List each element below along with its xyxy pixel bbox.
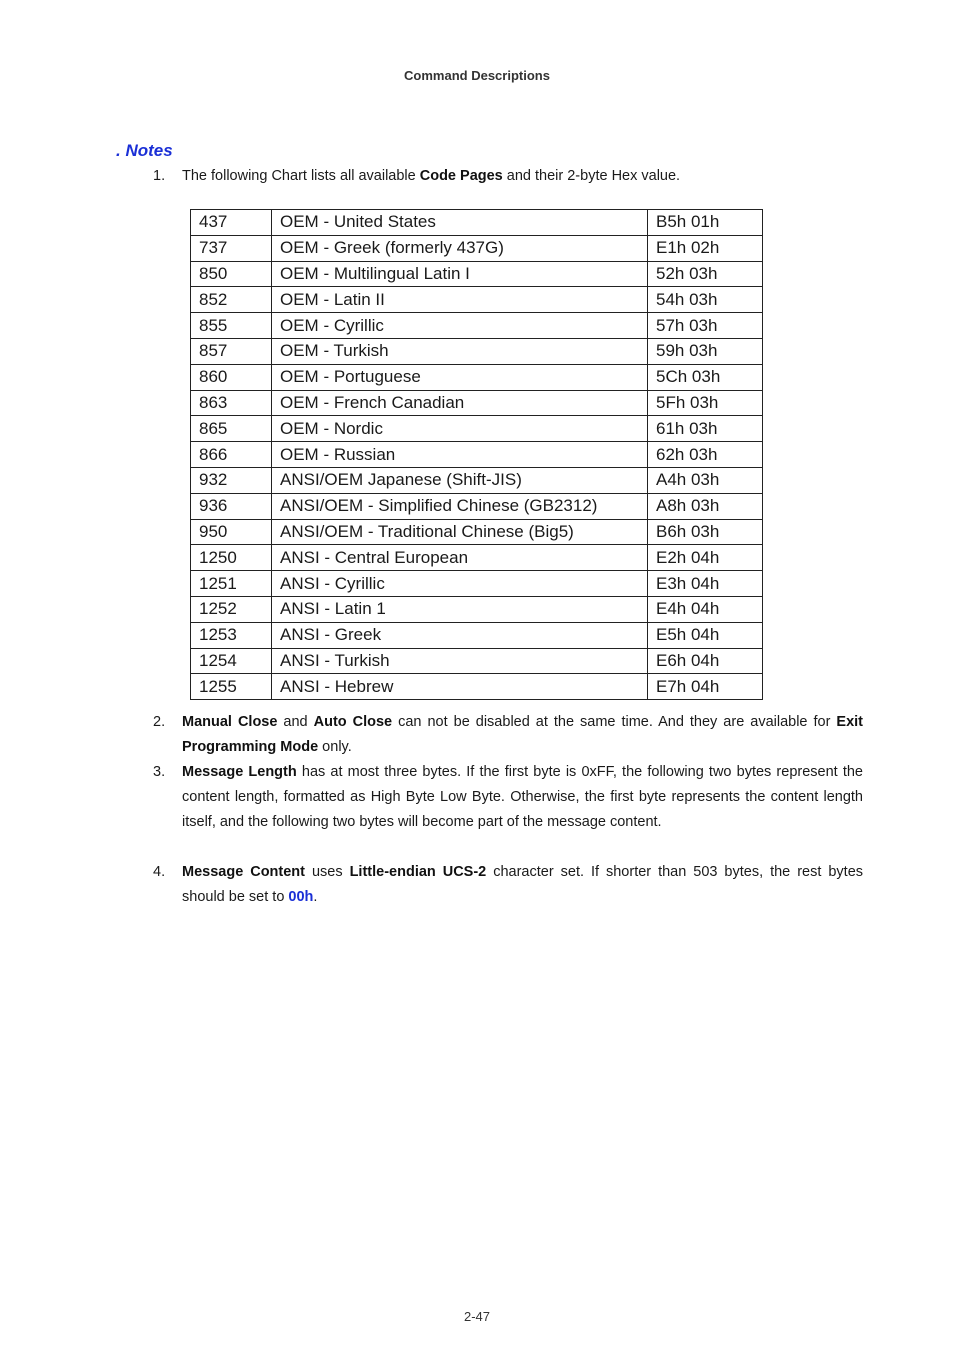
code-page-name: ANSI/OEM - Traditional Chinese (Big5) xyxy=(272,519,648,545)
code-page-name: ANSI - Cyrillic xyxy=(272,571,648,597)
code-page-number: 936 xyxy=(191,493,272,519)
code-page-number: 437 xyxy=(191,210,272,236)
code-page-number: 737 xyxy=(191,235,272,261)
note-bold-term: Manual Close xyxy=(182,714,278,730)
table-row xyxy=(191,622,763,648)
note-bold-term: Little-endian UCS-2 xyxy=(349,864,487,880)
table-row xyxy=(191,416,763,442)
code-page-number: 860 xyxy=(191,364,272,390)
code-page-number: 857 xyxy=(191,338,272,364)
note-text: . xyxy=(313,889,318,905)
code-page-name: OEM - Greek (formerly 437G) xyxy=(272,235,648,261)
note-text: has at most three bytes. If the first byte is 0xFF, the following two bytes represent the content length, formatted as High Byte Low Byte. Otherwise, the first byte represents the content length itself, and the following two bytes will become part of the message content. xyxy=(182,764,863,830)
code-page-hex: 62h 03h xyxy=(648,442,763,468)
table-row xyxy=(191,442,763,468)
code-page-hex: A4h 03h xyxy=(648,467,763,493)
code-page-name: OEM - Turkish xyxy=(272,338,648,364)
notes-heading: . Notes xyxy=(116,141,173,160)
note-item-4 xyxy=(153,860,863,910)
note-text: and their 2-byte Hex value. xyxy=(502,168,681,184)
note-text: can not be disabled at the same time. And they are available for xyxy=(392,714,837,730)
code-page-number: 1250 xyxy=(191,545,272,571)
note-value-highlight: 00h xyxy=(288,889,314,905)
code-page-name: OEM - Portuguese xyxy=(272,364,648,390)
note-item-3 xyxy=(153,760,863,835)
code-page-name: OEM - Russian xyxy=(272,442,648,468)
code-page-number: 852 xyxy=(191,287,272,313)
code-page-hex: 5Ch 03h xyxy=(648,364,763,390)
note-text: character set. If shorter than 503 bytes, the rest bytes should be set to xyxy=(182,864,864,905)
table-row xyxy=(191,287,763,313)
code-page-number: 850 xyxy=(191,261,272,287)
table-row xyxy=(191,338,763,364)
note-text: The following Chart lists all available xyxy=(182,168,420,184)
code-page-name: ANSI/OEM - Simplified Chinese (GB2312) xyxy=(272,493,648,519)
code-page-number: 950 xyxy=(191,519,272,545)
note-body xyxy=(182,760,863,835)
note-number: 2. xyxy=(153,714,166,730)
note-text: uses xyxy=(305,864,350,880)
note-body xyxy=(182,164,863,189)
code-page-number: 932 xyxy=(191,467,272,493)
note-number: 3. xyxy=(153,764,166,780)
code-page-name: OEM - United States xyxy=(272,210,648,236)
code-page-name: ANSI/OEM Japanese (Shift-JIS) xyxy=(272,467,648,493)
note-bold-term: Code Pages xyxy=(419,168,503,184)
note-body xyxy=(182,710,863,760)
code-page-hex: E7h 04h xyxy=(648,674,763,700)
table-row xyxy=(191,571,763,597)
page-number: 2-47 xyxy=(463,1309,491,1324)
code-page-number: 1255 xyxy=(191,674,272,700)
table-row xyxy=(191,364,763,390)
code-page-hex: E5h 04h xyxy=(648,622,763,648)
code-page-hex: E1h 02h xyxy=(648,235,763,261)
code-page-hex: 54h 03h xyxy=(648,287,763,313)
note-number: 1. xyxy=(153,168,166,184)
code-page-hex: A8h 03h xyxy=(648,493,763,519)
note-item-2 xyxy=(153,710,863,760)
note-bold-term: Message Length xyxy=(182,764,297,780)
code-page-hex: 61h 03h xyxy=(648,416,763,442)
code-page-name: ANSI - Central European xyxy=(272,545,648,571)
code-page-name: ANSI - Greek xyxy=(272,622,648,648)
table-row xyxy=(191,493,763,519)
note-text: only. xyxy=(318,739,352,755)
code-page-name: OEM - Latin II xyxy=(272,287,648,313)
code-page-hex: E6h 04h xyxy=(648,648,763,674)
table-row xyxy=(191,674,763,700)
table-row xyxy=(191,235,763,261)
code-page-hex: E4h 04h xyxy=(648,596,763,622)
note-bold-term: Exit Programming Mode xyxy=(182,714,863,755)
code-page-hex: B6h 03h xyxy=(648,519,763,545)
page-header: Command Descriptions xyxy=(404,68,550,83)
code-page-hex: 5Fh 03h xyxy=(648,390,763,416)
code-page-number: 866 xyxy=(191,442,272,468)
code-page-name: OEM - Multilingual Latin I xyxy=(272,261,648,287)
code-page-table-body xyxy=(191,210,763,700)
note-body xyxy=(182,860,863,910)
code-page-hex: E2h 04h xyxy=(648,545,763,571)
table-row xyxy=(191,648,763,674)
table-row xyxy=(191,313,763,339)
code-page-number: 1252 xyxy=(191,596,272,622)
table-row xyxy=(191,545,763,571)
code-page-hex: 52h 03h xyxy=(648,261,763,287)
code-page-name: ANSI - Turkish xyxy=(272,648,648,674)
table-row xyxy=(191,467,763,493)
table-row xyxy=(191,390,763,416)
table-row xyxy=(191,519,763,545)
note-bold-term: Message Content xyxy=(182,864,305,880)
table-row xyxy=(191,261,763,287)
note-number: 4. xyxy=(153,864,166,880)
note-text: and xyxy=(277,714,314,730)
table-row xyxy=(191,210,763,236)
code-page-hex: 59h 03h xyxy=(648,338,763,364)
table-row xyxy=(191,596,763,622)
code-page-table xyxy=(190,209,763,700)
code-page-number: 855 xyxy=(191,313,272,339)
code-page-number: 1253 xyxy=(191,622,272,648)
code-page-name: ANSI - Latin 1 xyxy=(272,596,648,622)
note-bold-term: Auto Close xyxy=(313,714,393,730)
code-page-name: OEM - French Canadian xyxy=(272,390,648,416)
code-page-name: ANSI - Hebrew xyxy=(272,674,648,700)
code-page-number: 865 xyxy=(191,416,272,442)
code-page-number: 863 xyxy=(191,390,272,416)
note-item-1 xyxy=(153,164,863,189)
code-page-name: OEM - Cyrillic xyxy=(272,313,648,339)
code-page-hex: B5h 01h xyxy=(648,210,763,236)
code-page-hex: E3h 04h xyxy=(648,571,763,597)
code-page-hex: 57h 03h xyxy=(648,313,763,339)
code-page-name: OEM - Nordic xyxy=(272,416,648,442)
code-page-number: 1251 xyxy=(191,571,272,597)
code-page-number: 1254 xyxy=(191,648,272,674)
